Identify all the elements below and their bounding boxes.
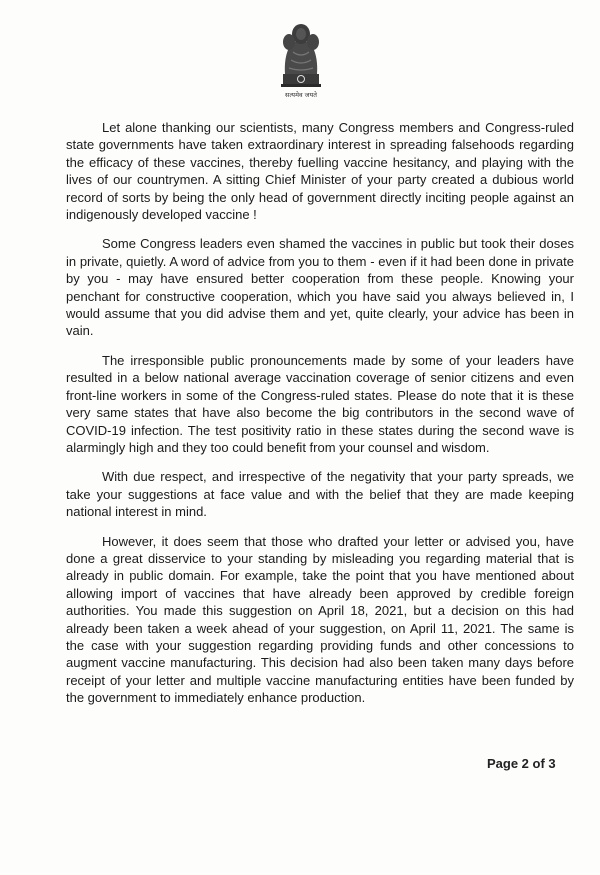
paragraph-5: However, it does seem that those who drafted your letter or advised you, have done a great disservice to your standing by misleading you regarding material that is already in public domain. For example, take the point that you have mentioned about allowing import of vaccines that have already been approved by credible foreign authorities. You made this suggestion on April 18, 2021, but a decision on this had already been taken a week ahead of your suggestion, on April 11, 2021. The same is the case with your suggestion regarding providing funds and other concessions to augment vaccine manufacturing. This decision had also been taken many days before receipt of your letter and multiple vaccine manufacturing entities have been funded by the government to immediately enhance production. [66,533,574,706]
national-emblem-icon [275,12,327,100]
letter-body [66,119,574,719]
page-number: Page 2 of 3 [487,756,556,771]
paragraph-4: With due respect, and irrespective of the negativity that your party spreads, we take your suggestions at face value and with the belief that they are made keeping national interest in mind. [66,469,574,520]
paragraph-2: Some Congress leaders even shamed the vaccines in public but took their doses in private, quietly. A word of advice from you to them - even if it had been done in private by you - may have ensured better cooperation from these people. Knowing your penchant for constructive cooperation, which you have said you always believed in, I would assume that you did advise them and yet, quite clearly, your advice has been in vain. [66,236,574,339]
paragraph-1: Let alone thanking our scientists, many Congress members and Congress-ruled state governments have taken extraordinary interest in spreading falsehoods regarding the efficacy of these vaccines, thereby fuelling vaccine hesitancy, and playing with the lives of our countrymen. A sitting Chief Minister of your party created a dubious world record of sorts by being the only head of government directly inciting people against an indigenously developed vaccine ! [66,120,574,223]
emblem-caption: सत्यमेव जयते [285,91,317,99]
paragraph-3: The irresponsible public pronouncements made by some of your leaders have resulted in a below national average vaccination coverage of senior citizens and even front-line workers in some of the Congress-ruled states. Please do note that it is these very same states that have also become the big contributors in the second wave of COVID-19 infection. The test positivity ratio in these states during the second wave is alarmingly high and they too could benefit from your counsel and wisdom. [66,352,574,455]
